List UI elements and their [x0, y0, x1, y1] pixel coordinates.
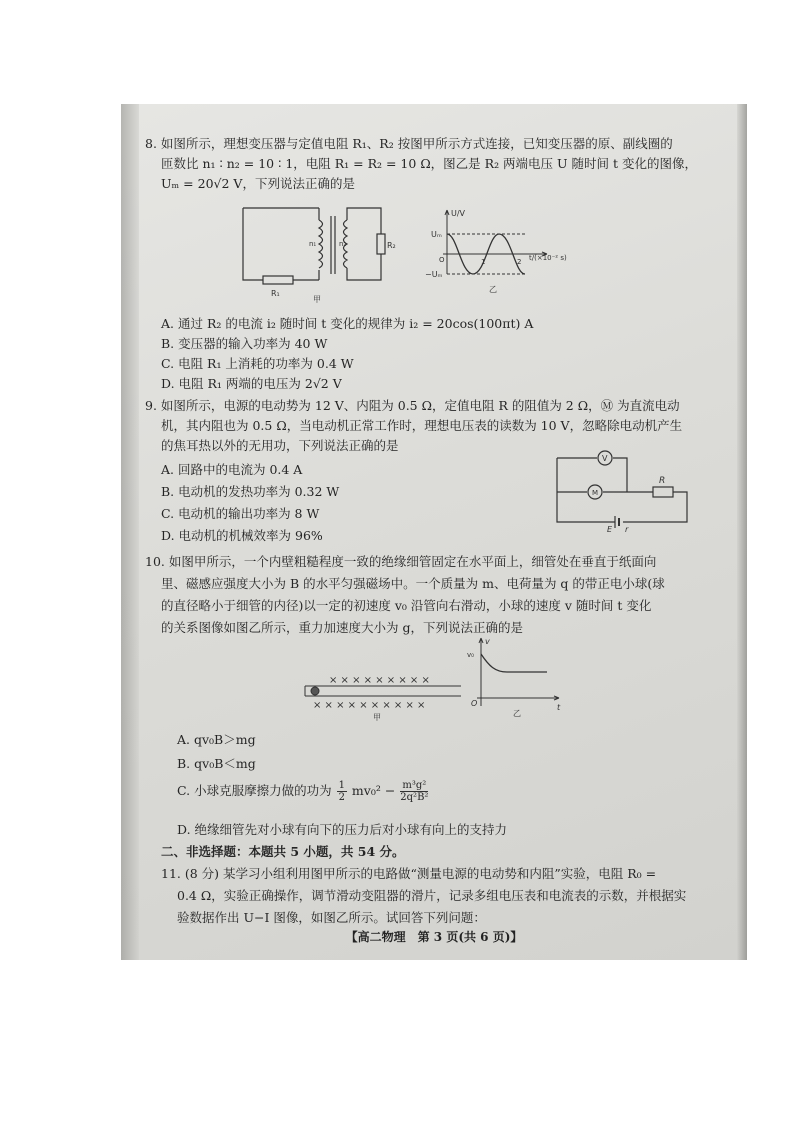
q10-option-a: A. qv₀B＞mg — [177, 732, 256, 747]
resistor-r2 — [377, 234, 385, 254]
section-2-heading: 二、非选择题：本题共 5 小题，共 54 分。 — [161, 844, 405, 859]
velocity-curve — [481, 654, 547, 672]
page-footer: 【高二物理 第 3 页(共 6 页)】 — [345, 930, 523, 944]
label-v0: v₀ — [467, 651, 474, 659]
label-r2: R₂ — [387, 241, 396, 250]
q9-line-2: 机，其内阻也为 0.5 Ω，当电动机正常工作时，理想电压表的读数为 10 V，忽略除电动机产生 — [161, 418, 683, 433]
q8-option-b: B. 变压器的输入功率为 40 W — [161, 336, 328, 351]
q8-line-2: 匝数比 n₁ ∶ n₂ = 10 ∶ 1，电阻 R₁ = R₂ = 10 Ω，图乙是 R₂ 两端电压 U 随时间 t 变化的图像， — [161, 156, 697, 171]
q10-option-c-prefix: C. 小球克服摩擦力做的功为 — [177, 783, 332, 798]
fraction-1-denominator: 2 — [338, 792, 345, 803]
q9-option-c: C. 电动机的输出功率为 8 W — [161, 506, 320, 521]
svg-text:× × × × × × × × ×: × × × × × × × × × — [329, 675, 430, 686]
label-r1: R₁ — [271, 289, 280, 298]
q10-line-3: 的直径略小于细管的内径)以一定的初速度 v₀ 沿管向右滑动，小球的速度 v 随时间 t 变化 — [161, 598, 652, 613]
emf-label: E — [607, 525, 613, 532]
q8-transformer-circuit-figure — [231, 196, 401, 304]
q9-option-b: B. 电动机的发热功率为 0.32 W — [161, 484, 340, 499]
q8-voltage-time-graph — [421, 204, 581, 296]
resistor-r — [653, 487, 673, 497]
internal-r-label: r — [625, 525, 629, 532]
fraction-one-half — [337, 780, 347, 803]
q9-option-a: A. 回路中的电流为 0.4 A — [161, 462, 303, 477]
fraction-m3g2 — [400, 780, 428, 803]
q8-option-a: A. 通过 R₂ 的电流 i₂ 随时间 t 变化的规律为 i₂ = 20cos(100πt) A — [161, 316, 534, 331]
q8-fig-jia-caption: 甲 — [313, 295, 321, 304]
q9-motor-circuit-figure — [547, 446, 697, 532]
q11-line-1: 11. (8 分) 某学习小组利用图甲所示的电路做“测量电源的电动势和内阻”实验，电阻 R₀ = — [161, 866, 657, 881]
voltmeter-label: V — [602, 454, 608, 463]
q10-fig-jia-caption: 甲 — [373, 713, 381, 722]
resistor-r-label: R — [659, 476, 666, 486]
page-edge-shadow-right — [737, 104, 747, 960]
q10-option-d: D. 绝缘细管先对小球有向下的压力后对小球有向上的支持力 — [177, 822, 508, 837]
q8-option-d: D. 电阻 R₁ 两端的电压为 2√2 V — [161, 376, 342, 391]
motor-label: M — [592, 489, 599, 497]
q9-line-3: 的焦耳热以外的无用功，下列说法正确的是 — [161, 438, 399, 453]
axis-u-label: U/V — [451, 209, 466, 218]
q8-line-1: 8. 如图所示，理想变压器与定值电阻 R₁、R₂ 按图甲所示方式连接，已知变压器的原、副线圈的 — [145, 136, 673, 151]
axis-t-label: t — [557, 703, 561, 712]
axis-t-label: t/(×10⁻² s) — [529, 254, 567, 262]
charged-ball — [311, 687, 319, 695]
label-n2: n₂ — [339, 240, 347, 248]
q11-line-3: 验数据作出 U−I 图像，如图乙所示。试回答下列问题： — [177, 910, 486, 925]
q10-option-b: B. qv₀B＜mg — [177, 756, 256, 771]
label-n1: n₁ — [309, 240, 317, 248]
q9-line-1: 9. 如图所示，电源的电动势为 12 V、内阻为 0.5 Ω，定值电阻 R 的阻值为 2 Ω，Ⓜ 为直流电动 — [145, 398, 680, 413]
q8-option-c: C. 电阻 R₁ 上消耗的功率为 0.4 W — [161, 356, 354, 371]
resistor-r1 — [263, 276, 293, 284]
fraction-2-numerator: m³g² — [400, 780, 428, 792]
q8-fig-yi-caption: 乙 — [489, 285, 497, 294]
axis-v-label: v — [485, 637, 490, 646]
q10-line-2: 里、磁感应强度大小为 B 的水平匀强磁场中。一个质量为 m、电荷量为 q 的带正电小球(球 — [161, 576, 665, 591]
q11-line-2: 0.4 Ω，实验正确操作，调节滑动变阻器的滑片，记录多组电压表和电流表的示数，并根据实 — [177, 888, 687, 903]
page-edge-shadow-left — [121, 104, 139, 960]
origin-label: O — [439, 256, 445, 264]
label-um: Uₘ — [431, 230, 442, 239]
label-neg-um: −Uₘ — [425, 270, 443, 279]
q10-line-4: 的关系图像如图乙所示，重力加速度大小为 g，下列说法正确的是 — [161, 620, 523, 635]
tick-2: 2 — [517, 258, 522, 266]
q10-option-c — [177, 780, 429, 803]
q10-velocity-time-graph — [467, 632, 567, 720]
q10-tube-in-field-figure — [301, 664, 471, 722]
fraction-2-denominator: 2q²B² — [400, 792, 429, 803]
q8-line-3: Uₘ = 20√2 V，下列说法正确的是 — [161, 176, 355, 191]
q9-option-d: D. 电动机的机械效率为 96% — [161, 528, 323, 543]
origin-label: O — [471, 699, 478, 708]
photographed-exam-page — [121, 104, 747, 960]
fraction-1-numerator: 1 — [338, 780, 345, 791]
q10-line-1: 10. 如图甲所示，一个内壁粗糙程度一致的绝缘细管固定在水平面上，细管处在垂直于纸面向 — [145, 554, 657, 569]
svg-text:× × × × × × × × × ×: × × × × × × × × × × — [313, 700, 426, 711]
q10-fig-yi-caption: 乙 — [513, 709, 521, 718]
q10-option-c-middle: mv₀² − — [351, 783, 396, 798]
tick-1: 1 — [481, 258, 486, 266]
